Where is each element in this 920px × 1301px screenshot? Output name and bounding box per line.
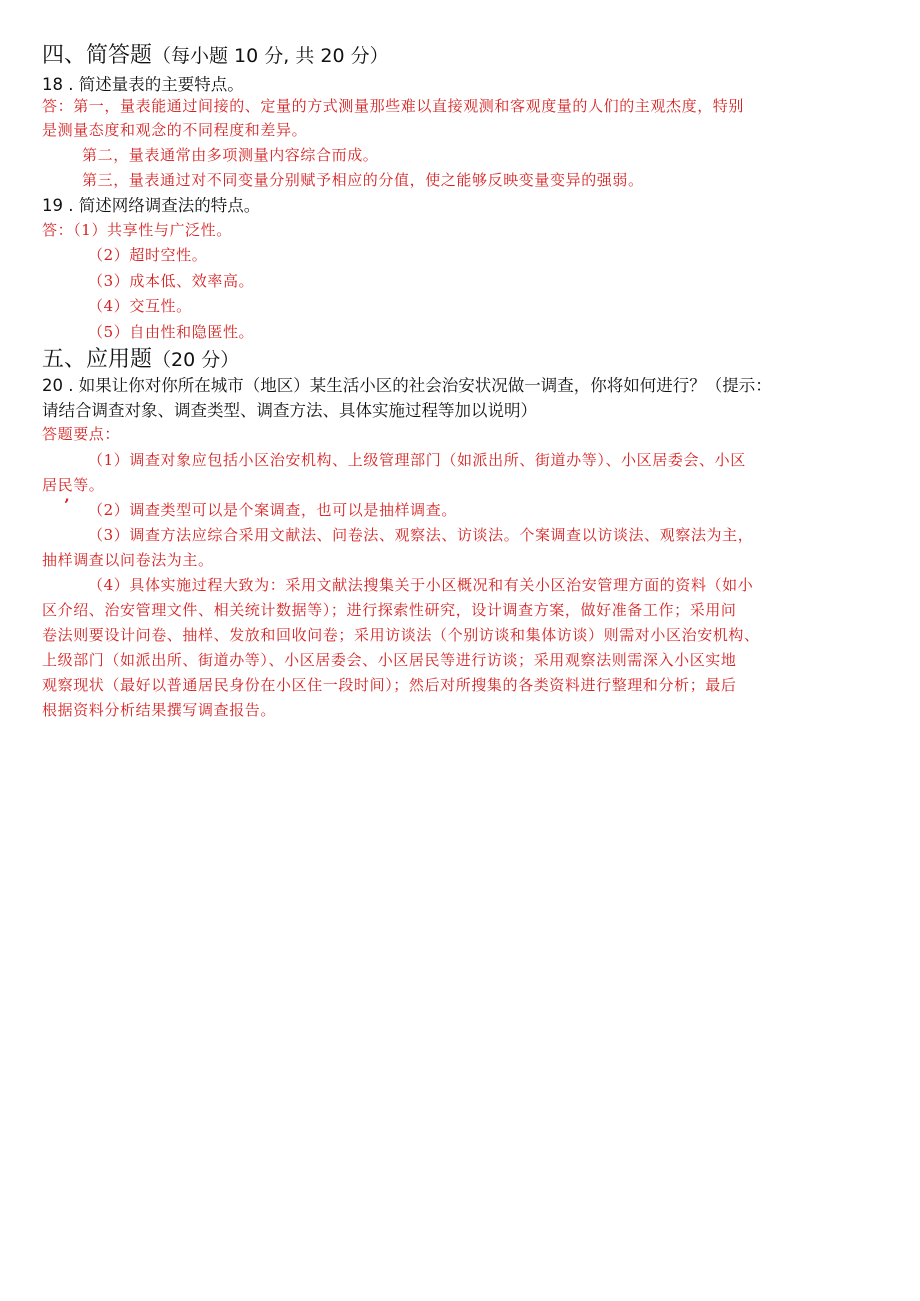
- question-20-line: 20 . 如果让你对你所在城市（地区）某生活小区的社会治安状况做一调查，你将如何进行？（提示：: [42, 376, 772, 395]
- answer-19-line: 答：（1）共享性与广泛性。: [42, 221, 232, 239]
- answer-19-line: （5）自由性和隐匿性。: [88, 323, 255, 341]
- section-heading-application: [42, 342, 239, 373]
- answer-20-line: 根据资料分析结果撰写调查报告。: [42, 701, 277, 719]
- section-subtitle: （20 分）: [152, 349, 240, 371]
- section-title: 五、应用题: [42, 347, 153, 372]
- answer-20-line: （4）具体实施过程大致为：采用文献法搜集关于小区概况和有关小区治安管理方面的资料（如小: [88, 576, 754, 594]
- section-title: 四、简答题: [42, 43, 153, 68]
- question-20-line: 请结合调查对象、调查类型、调查方法、具体实施过程等加以说明）: [42, 401, 537, 420]
- answer-18-line: 第三，量表通过对不同变量分别赋予相应的分值，使之能够反映变量变异的强弱。: [82, 171, 644, 189]
- answer-20-line: 区介绍、治安管理文件、相关统计数据等）；进行探索性研究，设计调查方案，做好准备工作；采用问: [42, 601, 737, 619]
- section-subtitle: （每小题 10 分, 共 20 分）: [152, 45, 389, 67]
- answer-19-line: （2）超时空性。: [88, 246, 208, 264]
- answer-18-line: 是测量态度和观念的不同程度和差异。: [42, 121, 308, 139]
- stray-mark: ’: [64, 495, 70, 514]
- section-heading-short-answer: [42, 38, 389, 69]
- question-18: 18 . 简述量表的主要特点。: [42, 75, 244, 94]
- answer-20-line: 抽样调查以问卷法为主。: [42, 551, 214, 569]
- answer-19-line: （4）交互性。: [88, 297, 192, 315]
- answer-20-heading: 答题要点：: [42, 425, 121, 443]
- answer-20-line: 卷法则要设计问卷、抽样、发放和回收问卷；采用访谈法（个别访谈和集体访谈）则需对小区治安机构、: [42, 626, 760, 644]
- question-19: 19 . 简述网络调查法的特点。: [42, 196, 261, 215]
- answer-20-line: （3）调查方法应综合采用文献法、问卷法、观察法、访谈法。个案调查以访谈法、观察法为主，: [88, 526, 754, 544]
- answer-18-line: 第二，量表通常由多项测量内容综合而成。: [82, 146, 379, 164]
- answer-20-line: （2）调查类型可以是个案调查，也可以是抽样调查。: [88, 501, 457, 519]
- answer-20-line: （1）调查对象应包括小区治安机构、上级管理部门（如派出所、街道办等）、小区居委会、小区: [88, 451, 746, 469]
- answer-20-line: 上级部门（如派出所、街道办等）、小区居委会、小区居民等进行访谈；采用观察法则需深入小区实地: [42, 651, 737, 669]
- answer-20-line: 观察现状（最好以普通居民身份在小区住一段时间）；然后对所搜集的各类资料进行整理和分析；最后: [42, 676, 737, 694]
- answer-20-line: 居民等。: [42, 476, 105, 494]
- answer-19-line: （3）成本低、效率高。: [88, 272, 255, 290]
- answer-18-line: 答：第一，量表能通过间接的、定量的方式测量那些难以直接观测和客观度量的人们的主观杰度，特别: [42, 97, 745, 115]
